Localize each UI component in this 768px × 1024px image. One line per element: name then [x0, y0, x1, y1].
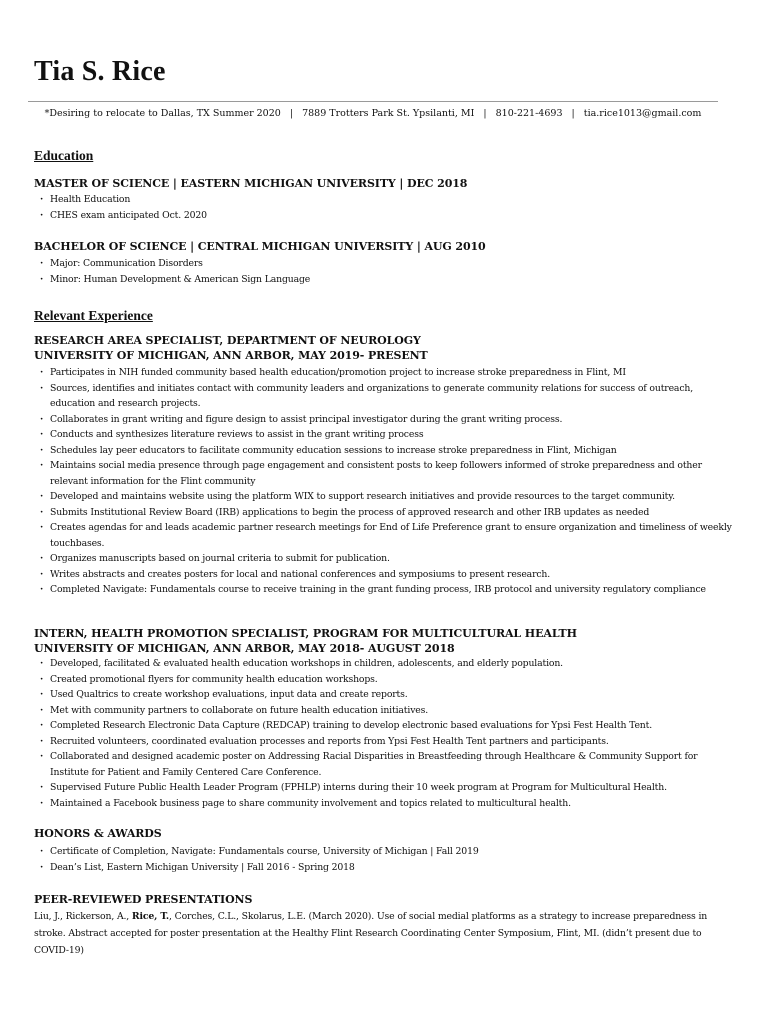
research-specialist-duties: [34, 365, 734, 598]
email-link[interactable]: tia.rice1013@gmail.com: [583, 108, 702, 119]
contact-separator: |: [483, 108, 487, 119]
contact-separator: |: [289, 108, 294, 119]
relocation-note: *Desiring to relocate to Dallas, TX Summer 2020: [44, 108, 281, 119]
presentation-citation: [34, 908, 734, 959]
degree-heading-masters: MASTER OF SCIENCE | EASTERN MICHIGAN UNIVERSITY | DEC 2018: [34, 177, 468, 190]
header-divider: [28, 101, 718, 102]
job-org-research-specialist: UNIVERSITY OF MICHIGAN, ANN ARBOR, MAY 2019- PRESENT: [34, 349, 428, 362]
education-heading: Education: [34, 148, 94, 163]
citation-details: , Corches, C.L., Skolarus, L.E. (March 2020). Use of social medial platforms as a strategy to increase preparedness in stroke. Abstract accepted for poster presentation at the Healthy Flint Research Coordinating Center Symposium, Flint, MI. (didn’t present due to COVID-19): [34, 911, 708, 956]
list-item: · Maintains social media presence through page engagement and consistent posts to keep followers informed of stroke preparedness and other relevant information for the Flint community: [34, 458, 734, 489]
list-item: · Created promotional flyers for community health education workshops.: [34, 672, 734, 688]
list-item: · CHES exam anticipated Oct. 2020: [34, 208, 734, 224]
degree-heading-bachelors: BACHELOR OF SCIENCE | CENTRAL MICHIGAN UNIVERSITY | AUG 2010: [34, 240, 486, 253]
masters-details: [34, 192, 734, 223]
list-item: · Met with community partners to collaborate on future health education initiatives.: [34, 703, 734, 719]
address: 7889 Trotters Park St. Ypsilanti, MI: [302, 108, 475, 119]
list-item: · Writes abstracts and creates posters for local and national conferences and symposiums to present research.: [34, 567, 734, 583]
list-item: · Collaborated and designed academic poster on Addressing Racial Disparities in Breastfeeding through Healthcare & Community Support for Institute for Patient and Family Centered Care Conference.: [34, 749, 734, 780]
list-item: · Dean’s List, Eastern Michigan University | Fall 2016 - Spring 2018: [34, 860, 734, 876]
list-item: · Used Qualtrics to create workshop evaluations, input data and create reports.: [34, 687, 734, 703]
presentations-heading: PEER-REVIEWED PRESENTATIONS: [34, 893, 253, 906]
list-item: · Certificate of Completion, Navigate: Fundamentals course, University of Michigan | Fall 2019: [34, 844, 734, 860]
citation-author-highlight: Rice, T.: [131, 911, 169, 922]
list-item: · Health Education: [34, 192, 734, 208]
bachelors-details: [34, 256, 734, 287]
list-item: · Submits Institutional Review Board (IRB) applications to begin the process of approved research and other IRB updates as needed: [34, 505, 734, 521]
list-item: · Organizes manuscripts based on journal criteria to submit for publication.: [34, 551, 734, 567]
job-org-intern: UNIVERSITY OF MICHIGAN, ANN ARBOR, MAY 2018- AUGUST 2018: [34, 642, 455, 655]
list-item: · Completed Research Electronic Data Capture (REDCAP) training to develop electronic based evaluations for Ypsi Fest Health Tent.: [34, 718, 734, 734]
honors-list: [34, 844, 734, 875]
list-item: · Conducts and synthesizes literature reviews to assist in the grant writing process: [34, 427, 734, 443]
list-item: · Participates in NIH funded community based health education/promotion project to increase stroke preparedness in Flint, MI: [34, 365, 734, 381]
list-item: · Recruited volunteers, coordinated evaluation processes and reports from Ypsi Fest Health Tent partners and participants.: [34, 734, 734, 750]
honors-heading: HONORS & AWARDS: [34, 827, 162, 840]
list-item: · Sources, identifies and initiates contact with community leaders and organizations to generate community relations for success of outreach, education and research projects.: [34, 381, 734, 412]
contact-separator: |: [571, 108, 575, 119]
list-item: · Maintained a Facebook business page to share community involvement and topics related to multicultural health.: [34, 796, 734, 812]
citation-authors: Liu, J., Rickerson, A.,: [34, 911, 132, 922]
list-item: · Developed and maintains website using the platform WIX to support research initiatives and provide resources to the target community.: [34, 489, 734, 505]
list-item: · Completed Navigate: Fundamentals course to receive training in the grant funding process, IRB protocol and university regulatory compliance: [34, 582, 734, 598]
list-item: · Supervised Future Public Health Leader Program (FPHLP) interns during their 10 week program at Program for Multicultural Health.: [34, 780, 734, 796]
list-item: · Creates agendas for and leads academic partner research meetings for End of Life Preference grant to ensure organization and timeliness of weekly touchbases.: [34, 520, 734, 551]
job-title-intern: INTERN, HEALTH PROMOTION SPECIALIST, PROGRAM FOR MULTICULTURAL HEALTH: [34, 627, 577, 640]
phone: 810-221-4693: [495, 108, 563, 119]
contact-line: [0, 108, 746, 119]
experience-heading: Relevant Experience: [34, 308, 153, 323]
candidate-name: Tia S. Rice: [34, 56, 166, 87]
list-item: · Minor: Human Development & American Sign Language: [34, 272, 734, 288]
job-title-research-specialist: RESEARCH AREA SPECIALIST, DEPARTMENT OF NEUROLOGY: [34, 334, 421, 347]
intern-duties: [34, 656, 734, 811]
list-item: · Major: Communication Disorders: [34, 256, 734, 272]
list-item: · Developed, facilitated & evaluated health education workshops in children, adolescents, and elderly population.: [34, 656, 734, 672]
list-item: · Schedules lay peer educators to facilitate community education sessions to increase stroke preparedness in Flint, Michigan: [34, 443, 734, 459]
list-item: · Collaborates in grant writing and figure design to assist principal investigator during the grant writing process.: [34, 412, 734, 428]
